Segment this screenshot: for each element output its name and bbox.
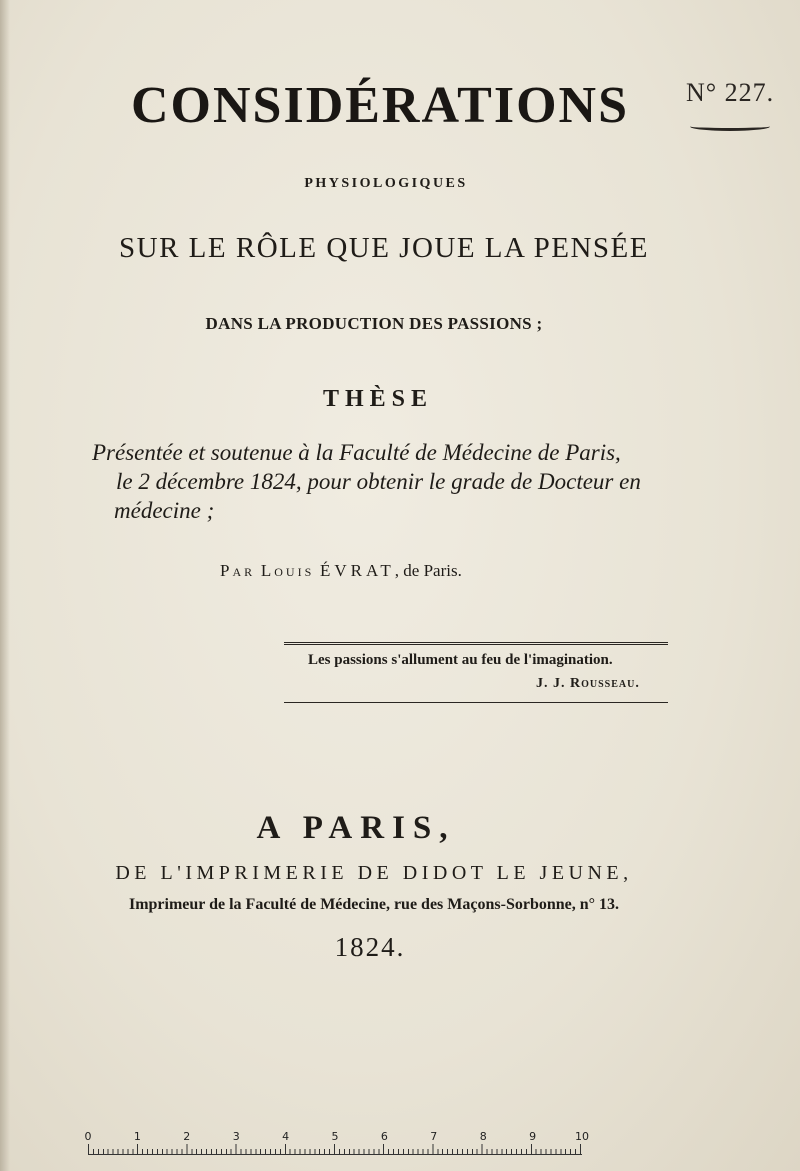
epigraph-rule-top [284, 642, 668, 645]
ruler-bar [88, 1144, 582, 1155]
scale-ruler [84, 1130, 589, 1156]
ruler-label: 4 [282, 1130, 290, 1143]
presentation-line-1: Présentée et soutenue à la Faculté de Médecine de Paris, [92, 440, 621, 465]
presentation-line-2: le 2 décembre 1824, pour obtenir le grade de Docteur en [116, 469, 641, 494]
subtitle-physiologiques: PHYSIOLOGIQUES [304, 176, 468, 191]
author-prefix: Par [220, 561, 256, 580]
ruler-label: 8 [479, 1130, 487, 1143]
these-heading: THÈSE [322, 386, 434, 412]
imprint-year: 1824. [334, 932, 406, 962]
ruler-label: 1 [133, 1130, 141, 1143]
ruler-label: 5 [331, 1130, 339, 1143]
ruler-label: 6 [380, 1130, 388, 1143]
subtitle-role-pensee: SUR LE RÔLE QUE JOUE LA PENSÉE [119, 232, 649, 264]
epigraph-quote: Les passions s'allument au feu de l'imagination. [308, 652, 613, 668]
author-first-name: Louis [260, 561, 315, 580]
ruler-label: 0 [84, 1130, 92, 1143]
ruler-label: 7 [430, 1130, 438, 1143]
ruler-labels [84, 1130, 589, 1144]
ruler-label: 2 [183, 1130, 191, 1143]
imprint-printer-address: Imprimeur de la Faculté de Médecine, rue des Maçons-Sorbonne, n° 13. [128, 896, 620, 913]
epigraph-rule-bottom [284, 702, 668, 703]
catalog-number: N° 227. [686, 78, 775, 107]
author-line [220, 561, 462, 581]
ruler-label: 9 [529, 1130, 537, 1143]
epigraph-attribution: J. J. Rousseau. [536, 676, 640, 691]
ruler-label: 3 [232, 1130, 240, 1143]
subtitle-production-passions: DANS LA PRODUCTION DES PASSIONS ; [205, 314, 543, 333]
author-origin: , de Paris. [394, 561, 462, 580]
ruler-label: 10 [575, 1130, 589, 1143]
presentation-paragraph [92, 438, 712, 525]
imprint-place: A PARIS, [256, 810, 456, 846]
page-title: CONSIDÉRATIONS [130, 77, 630, 134]
author-surname: ÉVRAT [320, 561, 395, 580]
presentation-line-3: médecine ; [114, 498, 215, 523]
imprint-printer: DE L'IMPRIMERIE DE DIDOT LE JEUNE, [115, 862, 633, 884]
